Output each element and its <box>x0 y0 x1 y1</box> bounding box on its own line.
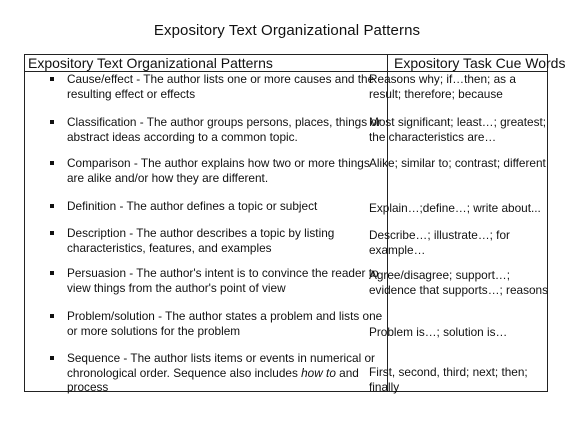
cue-words: Problem is…; solution is… <box>369 325 508 339</box>
pattern-description: - The author lists one or more causes and the resulting effect or effects <box>67 72 375 101</box>
pattern-text <box>67 72 385 101</box>
cue-words: First, second, third; next; then; finally <box>369 365 528 394</box>
pattern-description: - The author defines a topic or subject <box>116 199 318 213</box>
bullet-square <box>50 77 54 81</box>
column-divider <box>387 55 388 391</box>
pattern-description: - The author explains how two or more things are alike and/or how they are different. <box>67 156 370 185</box>
page-title: Expository Text Organizational Patterns <box>153 22 421 39</box>
pattern-name: Classification <box>67 115 137 129</box>
cue-words: Explain…;define…; write about... <box>369 201 541 215</box>
pattern-description: - The author states a problem and lists one or more solutions for the problem <box>67 309 383 338</box>
patterns-column-header: Expository Text Organizational Patterns <box>28 55 273 71</box>
pattern-name: Description <box>67 226 127 240</box>
pattern-description: - The author lists items or events in numerical or chronological order. Sequence also includes <box>67 351 375 380</box>
bullet-square <box>50 271 54 275</box>
bullet-square <box>50 314 54 318</box>
pattern-name: Problem/solution <box>67 309 155 323</box>
bullet-square <box>50 231 54 235</box>
bullet-square <box>50 120 54 124</box>
pattern-name: Definition <box>67 199 117 213</box>
pattern-text <box>67 266 385 295</box>
pattern-text <box>67 156 385 185</box>
bullet-square <box>50 204 54 208</box>
cue-words: Most significant; least…; greatest; the characteristics are… <box>369 115 547 144</box>
pattern-text <box>67 115 385 144</box>
pattern-text <box>67 226 385 255</box>
pattern-text <box>67 351 385 395</box>
cue-words-column-header: Expository Task Cue Words <box>394 55 566 71</box>
pattern-description: - The author groups persons, places, things or abstract ideas according to a common topic. <box>67 115 381 144</box>
cue-words: Describe…; illustrate…; for example… <box>369 228 510 257</box>
cue-words: Agree/disagree; support…; evidence that supports…; reasons <box>369 268 549 297</box>
pattern-text <box>67 199 385 214</box>
cue-words: Alike; similar to; contrast; different <box>369 156 546 170</box>
bullet-square <box>50 161 54 165</box>
pattern-name: Sequence <box>67 351 121 365</box>
pattern-name: Persuasion <box>67 266 127 280</box>
patterns-table <box>24 54 566 394</box>
pattern-name: Comparison <box>67 156 131 170</box>
pattern-description: - The author describes a topic by listing characteristics, features, and examples <box>67 226 335 255</box>
pattern-name: Cause/effect <box>67 72 134 86</box>
bullet-square <box>50 356 54 360</box>
pattern-description-tail: and process <box>67 365 359 394</box>
cue-words: Reasons why; if…then; as a result; therefore; because <box>369 72 516 101</box>
pattern-description: - The author's intent is to convince the reader to view things from the author's point of view <box>67 266 379 295</box>
pattern-emphasis: how to <box>301 365 336 380</box>
pattern-text <box>67 309 385 338</box>
